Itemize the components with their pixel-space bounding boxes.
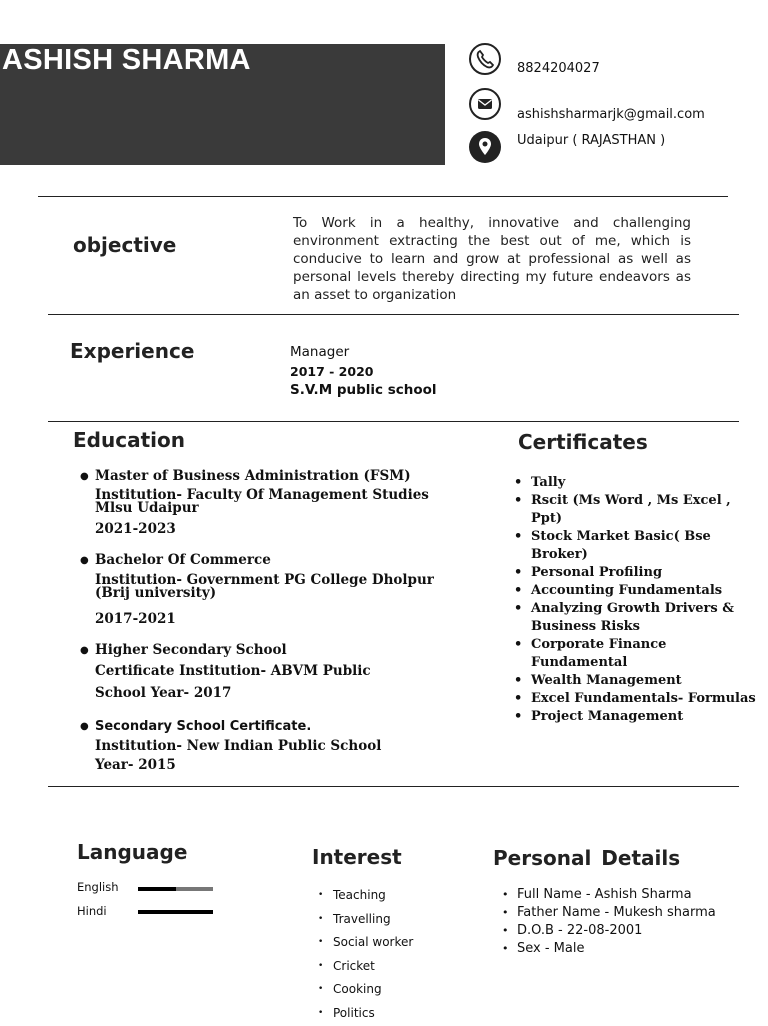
list-item: • Cooking [318, 978, 413, 1002]
email-icon [469, 88, 501, 120]
list-item: • Teaching [318, 884, 413, 908]
list-item: • Excel Fundamentals- Formulas [514, 690, 764, 708]
language-name: English [77, 880, 119, 894]
divider [38, 196, 728, 197]
list-item: • Cricket [318, 955, 413, 979]
certificates-title: Certificates [518, 430, 648, 454]
list-item: • Tally [514, 474, 764, 492]
list-item: • Project Management [514, 708, 764, 726]
phone-icon [469, 43, 501, 75]
list-item: • D.O.B - 22-08-2001 [502, 922, 716, 940]
email-address: ashishsharmarjk@gmail.com [517, 107, 705, 122]
language-level-bar [138, 910, 213, 914]
language-title: Language [77, 840, 188, 864]
list-item: • Wealth Management [514, 672, 764, 690]
personal-details-title: Personal Details [493, 846, 681, 870]
certificates-list [514, 474, 764, 726]
list-item: • Social worker [318, 931, 413, 955]
interest-title: Interest [312, 845, 402, 869]
interest-list [318, 884, 413, 1026]
candidate-name: ASHISH SHARMA [2, 44, 251, 76]
divider [48, 421, 739, 422]
list-item: • Rscit (Ms Word , Ms Excel , Ppt) [514, 492, 764, 528]
list-item: • Sex - Male [502, 940, 716, 958]
divider [48, 314, 739, 315]
list-item: • Travelling [318, 908, 413, 932]
experience-org: S.V.M public school [290, 382, 437, 398]
list-item: • Stock Market Basic( Bse Broker) [514, 528, 764, 564]
experience-title: Experience [70, 339, 195, 363]
phone-number: 8824204027 [517, 61, 600, 76]
education-title: Education [73, 428, 185, 452]
personal-details-list [502, 886, 716, 958]
experience-years: 2017 - 2020 [290, 364, 374, 379]
list-item: • Corporate Finance Fundamental [514, 636, 764, 672]
objective-title: objective [73, 233, 177, 257]
language-name: Hindi [77, 904, 107, 918]
location: Udaipur ( RAJASTHAN ) [517, 133, 666, 148]
objective-text: To Work in a healthy, innovative and challenging environment extracting the best out of me, which is conducive to learn and grow at professional as well as personal levels thereby directing my future endeavors as an asset to organization [293, 215, 691, 303]
list-item: • Accounting Fundamentals [514, 582, 764, 600]
divider [48, 786, 739, 787]
location-pin-icon [469, 131, 501, 163]
list-item: • Analyzing Growth Drivers & Business Risks [514, 600, 764, 636]
list-item: • Personal Profiling [514, 564, 764, 582]
list-item: • Politics [318, 1002, 413, 1026]
list-item: • Father Name - Mukesh sharma [502, 904, 716, 922]
list-item: • Full Name - Ashish Sharma [502, 886, 716, 904]
language-level-bar [138, 887, 213, 891]
experience-role: Manager [290, 344, 350, 360]
